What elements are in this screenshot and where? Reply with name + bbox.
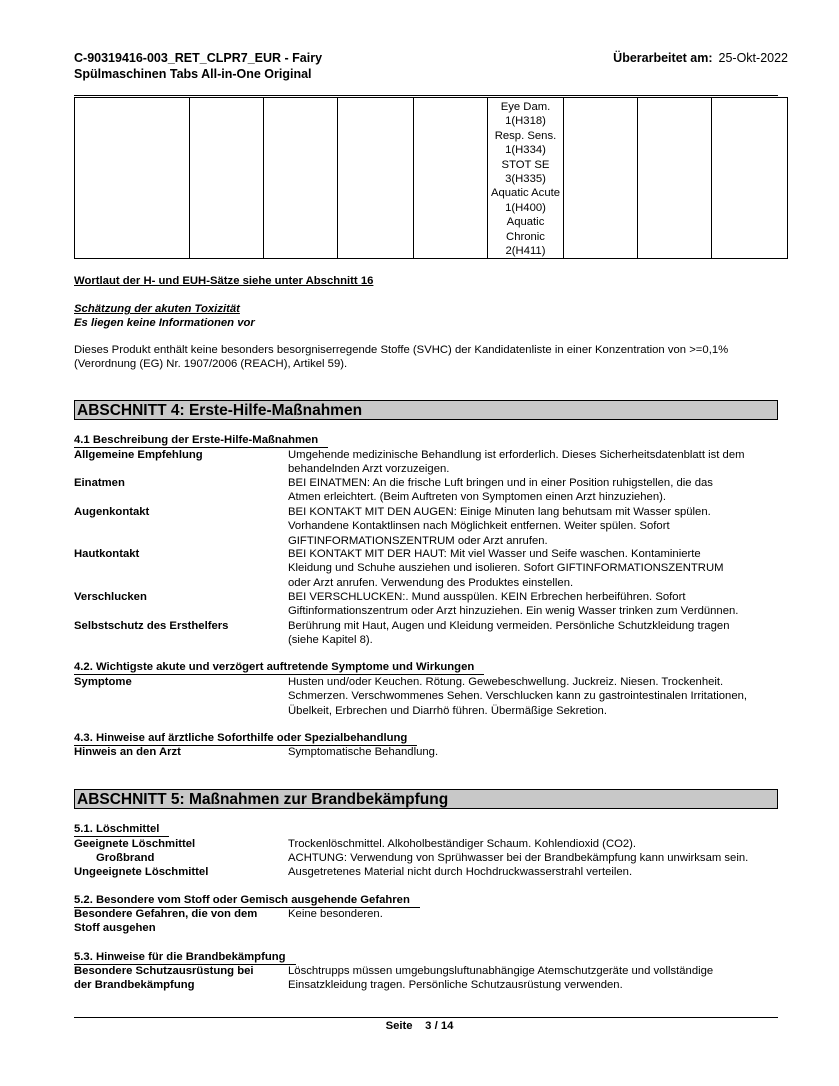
item-text: BEI EINATMEN: An die frische Luft bringen und in einer Position ruhigstellen, die das Atmen erleichtert. (Beim Auftreten von Symptomen einen Arzt hinzuziehen). xyxy=(288,477,713,504)
section-4-2-heading: 4.2. Wichtigste akute und verzögert auftretende Symptome und Wirkungen xyxy=(74,660,484,675)
classification-line: Resp. Sens. xyxy=(494,129,557,142)
page-footer xyxy=(0,1020,839,1032)
item-text: Keine besonderen. xyxy=(288,908,383,920)
h-statements-note: Wortlaut der H- und EUH-Sätze siehe unter Abschnitt 16 xyxy=(74,275,374,287)
item-text: Symptomatische Behandlung. xyxy=(288,746,439,758)
footer-divider xyxy=(74,1017,778,1018)
acute-tox-text: Es liegen keine Informationen vor xyxy=(74,317,255,329)
revision-value: 25-Okt-2022 xyxy=(718,51,788,65)
item-label: Besondere Gefahren, die von dem Stoff ausgehen xyxy=(74,908,258,935)
table-cell xyxy=(638,98,712,259)
item-label: Großbrand xyxy=(96,852,155,864)
item-label: Augenkontakt xyxy=(74,506,150,518)
table-cell xyxy=(564,98,638,259)
classification-line: 2(H411) xyxy=(505,245,546,258)
item-text: Umgehende medizinische Behandlung ist erforderlich. Dieses Sicherheitsdatenblatt ist dem behandelnden Arzt vorzuzeigen. xyxy=(288,449,745,476)
page-label: Seite xyxy=(385,1020,413,1032)
item-text: Löschtrupps müssen umgebungsluftunabhängige Atemschutzgeräte und vollständige Einsatzkleidung tragen. Persönliche Schutzausrüstung verwenden. xyxy=(288,965,714,992)
item-label: Ungeeignete Löschmittel xyxy=(74,866,209,878)
item-text: Ausgetretenes Material nicht durch Hochdruckwasserstrahl verteilen. xyxy=(288,866,633,878)
section-5-title: ABSCHNITT 5: Maßnahmen zur Brandbekämpfung xyxy=(74,789,778,809)
classification-line: Aquatic xyxy=(506,216,545,229)
table-cell xyxy=(338,98,414,259)
item-label: Allgemeine Empfehlung xyxy=(74,449,203,461)
table-cell xyxy=(190,98,264,259)
svhc-line-1: Dieses Produkt enthält keine besonders besorgniserregende Stoffe (SVHC) der Kandidatenliste in einer Konzentration von >=0,1% xyxy=(74,344,729,356)
composition-table-continuation xyxy=(74,97,788,259)
acute-tox-title: Schätzung der akuten Toxizität xyxy=(74,303,240,315)
svhc-line-2: (Verordnung (EG) Nr. 1907/2006 (REACH), Artikel 59). xyxy=(74,358,348,370)
item-text: BEI KONTAKT MIT DER HAUT: Mit viel Wasser und Seife waschen. Kontaminierte Kleidung und Schuhe ausziehen und isolieren. Sofort GIFTINFORMATIONSZENTRUM oder Arzt anrufen. Verwendung des Produktes einstellen. xyxy=(288,548,724,589)
item-text: ACHTUNG: Verwendung von Sprühwasser bei der Brandbekämpfung kann unwirksam sein. xyxy=(288,852,749,864)
table-cell xyxy=(414,98,488,259)
section-5-1-heading: 5.1. Löschmittel xyxy=(74,822,169,837)
item-label: Hautkontakt xyxy=(74,548,140,560)
classification-cell xyxy=(488,98,564,259)
classification-line: 1(H318) xyxy=(505,115,546,128)
item-text: BEI VERSCHLUCKEN:. Mund ausspülen. KEIN Erbrechen herbeiführen. Sofort Giftinformationszentrum oder Arzt hinzuziehen. Ein wenig Wasser trinken zum Verdünnen. xyxy=(288,591,739,618)
classification-line: Eye Dam. xyxy=(500,101,551,113)
item-label: Geeignete Löschmittel xyxy=(74,838,196,850)
item-label: Hinweis an den Arzt xyxy=(74,746,181,758)
section-4-title: ABSCHNITT 4: Erste-Hilfe-Maßnahmen xyxy=(74,400,778,420)
classification-line: Chronic xyxy=(506,230,545,243)
section-5-2-heading: 5.2. Besondere vom Stoff oder Gemisch ausgehende Gefahren xyxy=(74,893,420,908)
page-number: 3 / 14 xyxy=(425,1020,454,1032)
item-label: Besondere Schutzausrüstung bei der Brandbekämpfung xyxy=(74,965,254,992)
revision-label: Überarbeitet am: xyxy=(613,51,713,65)
classification-line: STOT SE xyxy=(501,158,550,171)
classification-line: 1(H334) xyxy=(505,144,546,157)
item-text: Husten und/oder Keuchen. Rötung. Gewebeschwellung. Juckreiz. Niesen. Trockenheit. Schmerzen. Verschwommenes Sehen. Verschlucken kann zu gastrointestinalen Irritationen, Übelkeit, Erbrechen und Diarrhö führen. Übermäßige Sekretion. xyxy=(288,676,748,717)
item-label: Einatmen xyxy=(74,477,125,489)
classification-line: 3(H335) xyxy=(505,173,546,186)
item-label: Selbstschutz des Ersthelfers xyxy=(74,620,229,632)
table-row xyxy=(75,98,788,259)
section-5-3-heading: 5.3. Hinweise für die Brandbekämpfung xyxy=(74,950,296,965)
classification-line: 1(H400) xyxy=(505,201,546,214)
header-divider xyxy=(74,95,778,96)
revision-date xyxy=(613,50,788,66)
table-cell xyxy=(712,98,788,259)
section-4-3-heading: 4.3. Hinweise auf ärztliche Soforthilfe oder Spezialbehandlung xyxy=(74,731,417,746)
table-cell xyxy=(264,98,338,259)
item-text: Berührung mit Haut, Augen und Kleidung vermeiden. Persönliche Schutzkleidung tragen (siehe Kapitel 8). xyxy=(288,620,730,647)
item-text: BEI KONTAKT MIT DEN AUGEN: Einige Minuten lang behutsam mit Wasser spülen. Vorhandene Kontaktlinsen nach Möglichkeit entfernen. Weiter spülen. Sofort GIFTINFORMATIONSZENTRUM oder Arzt anrufen. xyxy=(288,506,711,547)
item-text: Trockenlöschmittel. Alkoholbeständiger Schaum. Kohlendioxid (CO2). xyxy=(288,838,637,850)
table-cell xyxy=(75,98,190,259)
classification-line: Aquatic Acute xyxy=(490,187,561,200)
item-label: Symptome xyxy=(74,676,132,688)
document-title: C-90319416-003_RET_CLPR7_EUR - Fairy Spülmaschinen Tabs All-in-One Original xyxy=(74,51,323,81)
section-4-1-heading: 4.1 Beschreibung der Erste-Hilfe-Maßnahmen xyxy=(74,433,328,448)
item-label: Verschlucken xyxy=(74,591,147,603)
